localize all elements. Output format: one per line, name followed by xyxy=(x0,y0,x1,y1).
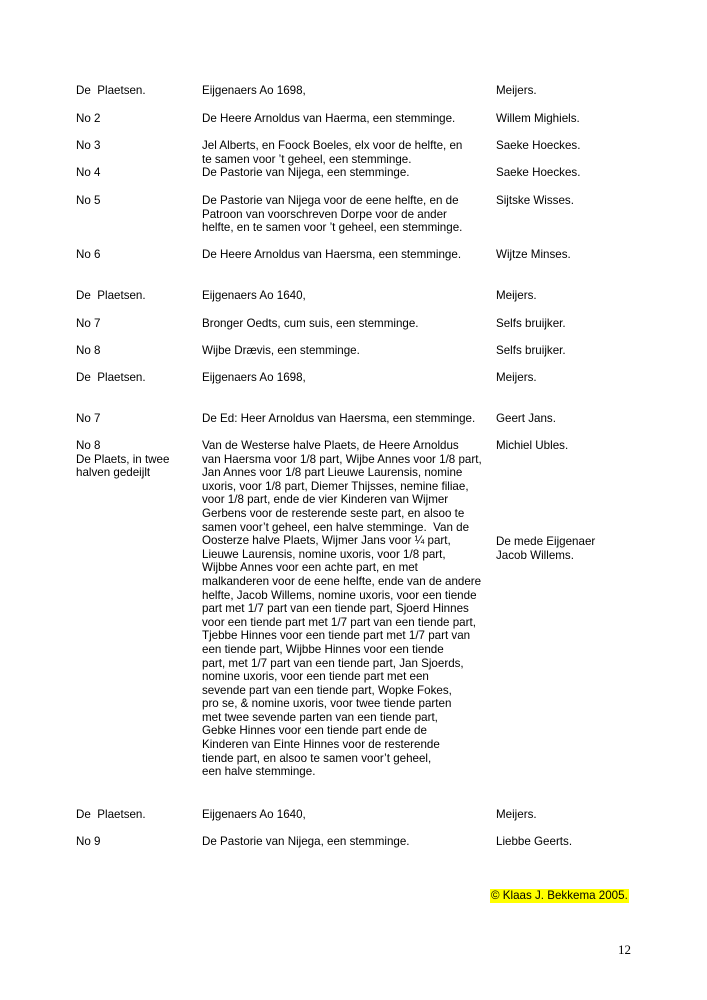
tenant-cell: Geert Jans. xyxy=(496,412,556,425)
owner-cell: De Pastorie van Nijega, een stemminge. xyxy=(202,166,410,179)
owner-cell: Eijgenaers Ao 1640, xyxy=(202,289,306,302)
page-number: 12 xyxy=(618,942,631,957)
tenant-cell: Michiel Ubles. xyxy=(496,439,569,452)
tenant-cell: Sijtske Wisses. xyxy=(496,194,574,207)
tenant-cell: Selfs bruijker. xyxy=(496,317,566,330)
owner-cell: De Pastorie van Nijega, een stemminge. xyxy=(202,835,410,848)
tenant-cell: Selfs bruijker. xyxy=(496,344,566,357)
owner-cell: De Heere Arnoldus van Haersma, een stemminge. xyxy=(202,248,462,261)
tenant-cell: Wijtze Minses. xyxy=(496,248,571,261)
tenant-cell: Saeke Hoeckes. xyxy=(496,166,581,179)
place-cell: No 8 De Plaets, in twee halven gedeijlt xyxy=(76,439,170,480)
co-owner-note: De mede Eijgenaer Jacob Willems. xyxy=(496,535,596,562)
place-cell: No 2 xyxy=(76,112,101,125)
owner-cell: De Pastorie van Nijega voor de eene helfte, en de Patroon van voorschreven Dorpe voor de ander helfte, en te samen voor ’t geheel, een stemminge. xyxy=(202,194,463,235)
place-cell: No 7 xyxy=(76,412,101,425)
place-cell: No 9 xyxy=(76,835,101,848)
owner-cell: Van de Westerse halve Plaets, de Heere Arnoldus van Haersma voor 1/8 part, Wijbe Annes voor 1/8 part, Jan Annes voor 1/8 part Lieuwe Laurensis, nomine uxoris, voor 1/8 part, Diemer Thijsses, nemine filiae, voor 1/8 part, ende de vier Kinderen van Wijmer Gerbens voor de resterende seste part, en alsoo te samen voor’t geheel, een halve stemminge. Van de Oosterze halve Plaets, Wijmer Jans voor ¼ part, Lieuwe Laurensis, nomine uxoris, voor 1/8 part, Wijbbe Annes voor een achte part, en met malkanderen voor de eene helfte, ende van de andere helfte, Jacob Willems, nomine uxoris, voor een tiende part met 1/7 part van een tiende part, Sjoerd Hinnes voor een tiende part met 1/7 part van een tiende part, Tjebbe Hinnes voor een tiende part met 1/7 part van een tiende part, Wijbbe Hinnes voor een tiende part, met 1/7 part van een tiende part, Jan Sjoerds, nomine uxoris, voor een tiende part met een sevende part van een tiende part, Wopke Fokes, pro se, & nomine uxoris, voor twee tiende parten met twee sevende parten van een tiende part, Gebke Hinnes voor een tiende part ende de Kinderen van Einte Hinnes voor de resterende tiende part, en alsoo te samen voor’t geheel, een halve stemminge. xyxy=(202,439,482,779)
owner-cell: Jel Alberts, en Foock Boeles, elx voor de helfte, en te samen voor ’t geheel, een stemminge. xyxy=(202,139,463,166)
place-cell: No 7 xyxy=(76,317,101,330)
copyright-notice: © Klaas J. Bekkema 2005. xyxy=(491,889,628,902)
tenant-cell: Saeke Hoeckes. xyxy=(496,139,581,152)
place-cell: De Plaetsen. xyxy=(76,289,146,302)
owner-cell: De Ed: Heer Arnoldus van Haersma, een stemminge. xyxy=(202,412,476,425)
tenant-cell: Liebbe Geerts. xyxy=(496,835,573,848)
place-cell: De Plaetsen. xyxy=(76,84,146,97)
place-cell: De Plaetsen. xyxy=(76,371,146,384)
place-cell: No 6 xyxy=(76,248,101,261)
tenant-cell: Meijers. xyxy=(496,371,537,384)
place-cell: De Plaetsen. xyxy=(76,808,146,821)
owner-cell: Eijgenaers Ao 1698, xyxy=(202,371,306,384)
owner-cell: Eijgenaers Ao 1698, xyxy=(202,84,306,97)
tenant-cell: Willem Mighiels. xyxy=(496,112,580,125)
owner-cell: Eijgenaers Ao 1640, xyxy=(202,808,306,821)
owner-cell: De Heere Arnoldus van Haerma, een stemminge. xyxy=(202,112,456,125)
owner-cell: Wijbe Drævis, een stemminge. xyxy=(202,344,360,357)
tenant-cell: Meijers. xyxy=(496,289,537,302)
place-cell: No 8 xyxy=(76,344,101,357)
tenant-cell: Meijers. xyxy=(496,808,537,821)
place-cell: No 5 xyxy=(76,194,101,207)
place-cell: No 4 xyxy=(76,166,101,179)
place-cell: No 3 xyxy=(76,139,101,152)
tenant-cell: Meijers. xyxy=(496,84,537,97)
owner-cell: Bronger Oedts, cum suis, een stemminge. xyxy=(202,317,419,330)
